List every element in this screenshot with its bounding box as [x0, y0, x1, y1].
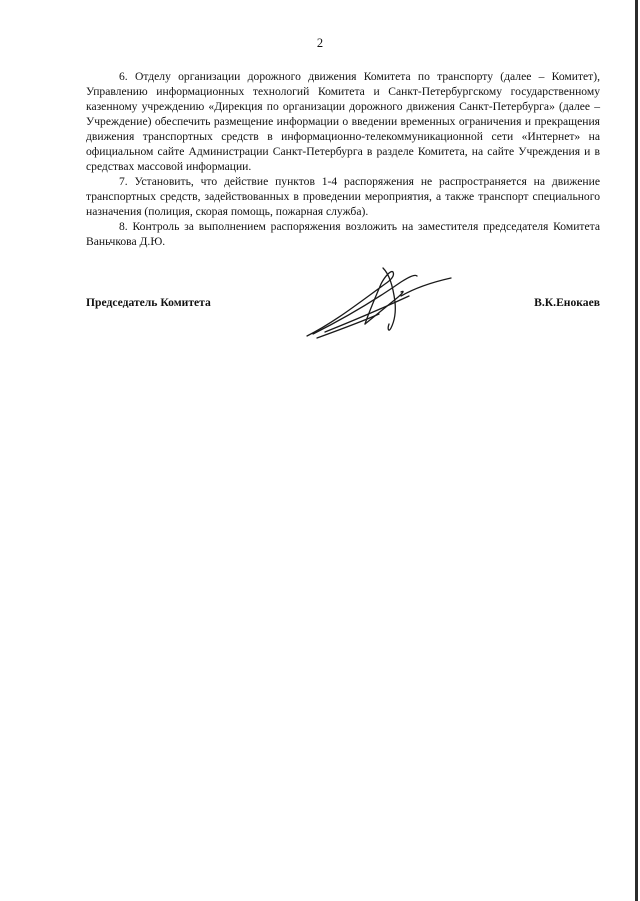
signatory-title: Председатель Комитета — [86, 296, 211, 309]
signatory-name: В.К.Енокаев — [534, 296, 600, 309]
paragraph-7: 7. Установить, что действие пунктов 1-4 распоряжения не распространяется на движение транспортных средств, задействованных в проведении мероприятия, а также транспорт специального назначения (полиция, скорая помощь, пожарная служба). — [86, 175, 600, 218]
signature-block — [86, 296, 600, 316]
document-body — [86, 69, 600, 249]
paragraph-8: 8. Контроль за выполнением распоряжения возложить на заместителя председателя Комитета Ваньчкова Д.Ю. — [86, 220, 600, 248]
scan-edge-line — [635, 0, 638, 901]
page-number: 2 — [316, 36, 324, 50]
paragraph-6: 6. Отделу организации дорожного движения Комитета по транспорту (далее – Комитет), Управлению информационных технологий Комитета и Санкт-Петербургскому государственному казенному учреждению «Дирекция по организации дорожного движения Санкт-Петербурга» (далее – Учреждение) обеспечить размещение информации о введении временных ограничения и прекращения движения транспортных средств в информационно-телекоммуникационной сети «Интернет» на официальном сайте Администрации Санкт-Петербурга в разделе Комитета, на сайте Учреждения и в средствах массовой информации. — [86, 70, 600, 173]
